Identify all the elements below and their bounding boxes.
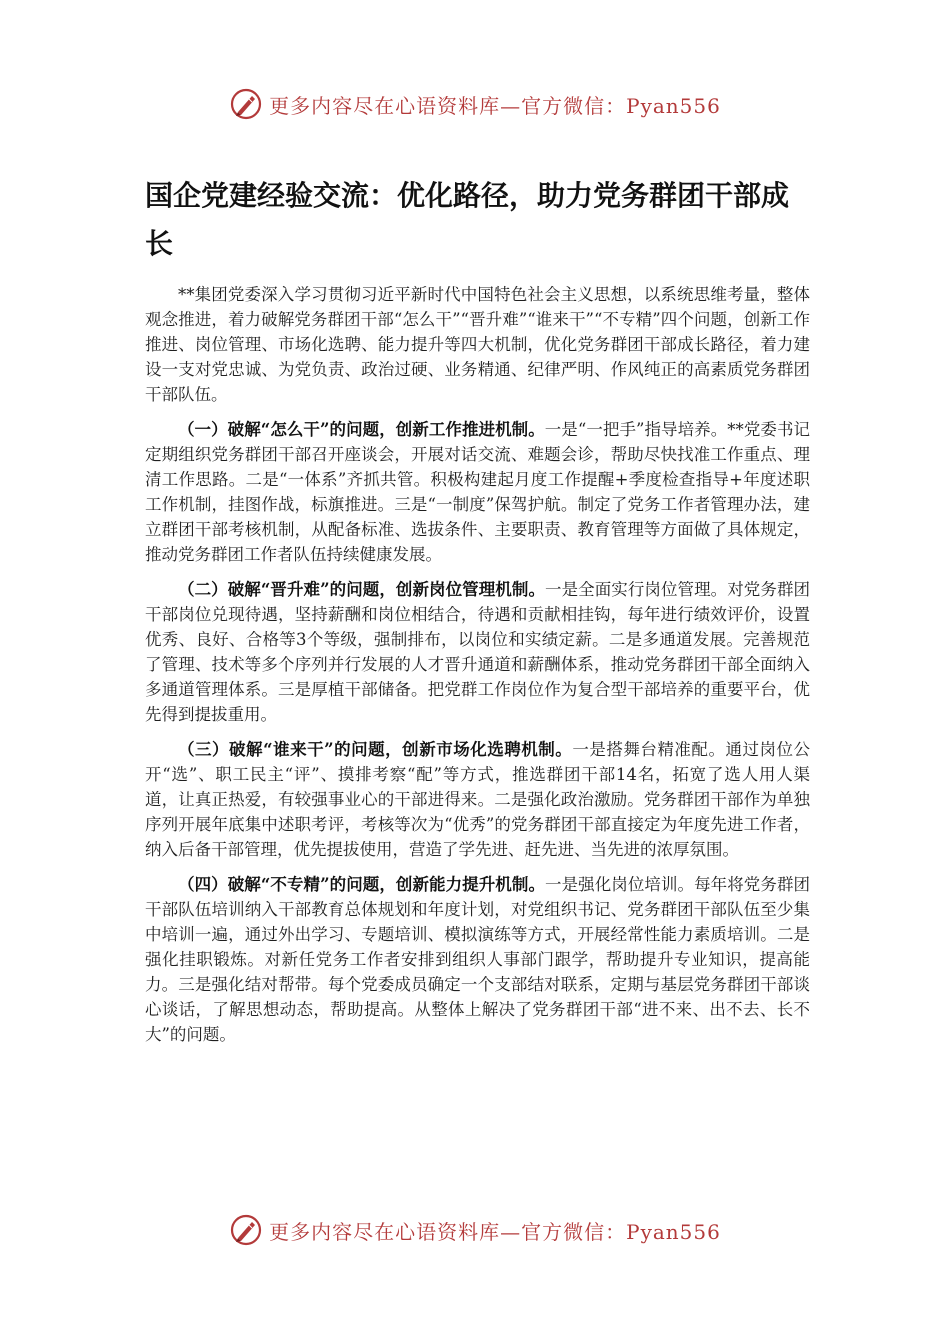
pen-logo-icon: [229, 1213, 263, 1247]
banner-text: 更多内容尽在心语资料库—官方微信：Pyan556: [269, 1219, 721, 1244]
paragraph-text: 一是“一把手”指导培养。**党委书记定期组织党务群团干部召开座谈会，开展对话交流、难题会诊，帮助尽快找准工作重点、理清工作思路。二是“一体系”齐抓共管。积极构建起月度工作提醒+季度检查指导+年度述职工作机制，挂图作战，标旗推进。三是“一制度”保驾护航。制定了党务工作者管理办法，建立群团干部考核机制，从配备标准、选拔条件、主要职责、教育管理等方面做了具体规定，推动党务群团工作者队伍持续健康发展。: [145, 420, 810, 564]
section-paragraph-4: [145, 872, 810, 1047]
paragraph-text: **集团党委深入学习贯彻习近平新时代中国特色社会主义思想，以系统思维考量，整体观念推进，着力破解党务群团干部“怎么干”“晋升难”“谁来干”“不专精”四个问题，创新工作推进、岗位管理、市场化选聘、能力提升等四大机制，优化党务群团干部成长路径，着力建设一支对党忠诚、为党负责、政治过硬、业务精通、纪律严明、作风纯正的高素质党务群团干部队伍。: [145, 285, 810, 404]
paragraph-lead: （三）破解“谁来干”的问题，创新市场化选聘机制。: [178, 740, 573, 759]
banner-text: 更多内容尽在心语资料库—官方微信：Pyan556: [269, 93, 721, 118]
header-banner: [0, 82, 950, 126]
intro-paragraph: [145, 282, 810, 407]
paragraph-text: 一是搭舞台精准配。通过岗位公开“选”、职工民主“评”、摸排考察“配”等方式，推选群团干部14名，拓宽了选人用人渠道，让真正热爱，有较强事业心的干部进得来。二是强化政治激励。党务群团干部作为单独序列开展年底集中述职考评，考核等次为“优秀”的党务群团干部直接定为年度先进工作者，纳入后备干部管理，优先提拔使用，营造了学先进、赶先进、当先进的浓厚氛围。: [145, 740, 811, 859]
section-paragraph-3: [145, 737, 810, 862]
paragraph-text: 一是强化岗位培训。每年将党务群团干部队伍培训纳入干部教育总体规划和年度计划，对党组织书记、党务群团干部队伍至少集中培训一遍，通过外出学习、专题培训、模拟演练等方式，开展经常性能力素质培训。二是强化挂职锻炼。对新任党务工作者安排到组织人事部门跟学，帮助提升专业知识，提高能力。三是强化结对帮带。每个党委成员确定一个支部结对联系，定期与基层党务群团干部谈心谈话，了解思想动态，帮助提高。从整体上解决了党务群团干部“进不来、出不去、长不大”的问题。: [145, 875, 811, 1044]
paragraph-lead: （一）破解“怎么干”的问题，创新工作推进机制。: [178, 420, 545, 439]
paragraph-lead: （四）破解“不专精”的问题，创新能力提升机制。: [178, 875, 546, 894]
document-body: [145, 282, 810, 1057]
footer-banner: [0, 1208, 950, 1252]
paragraph-text: 一是全面实行岗位管理。对党务群团干部岗位兑现待遇，坚持薪酬和岗位相结合，待遇和贡献相挂钩，每年进行绩效评价，设置优秀、良好、合格等3个等级，强制排布，以岗位和实绩定薪。二是多通道发展。完善规范了管理、技术等多个序列并行发展的人才晋升通道和薪酬体系，推动党务群团干部全面纳入多通道管理体系。三是厚植干部储备。把党群工作岗位作为复合型干部培养的重要平台，优先得到提拔重用。: [145, 580, 811, 724]
paragraph-lead: （二）破解“晋升难”的问题，创新岗位管理机制。: [178, 580, 546, 599]
section-paragraph-2: [145, 577, 810, 727]
section-paragraph-1: [145, 417, 810, 567]
pen-logo-icon: [229, 87, 263, 121]
document-title: 国企党建经验交流：优化路径，助力党务群团干部成长: [145, 179, 790, 260]
